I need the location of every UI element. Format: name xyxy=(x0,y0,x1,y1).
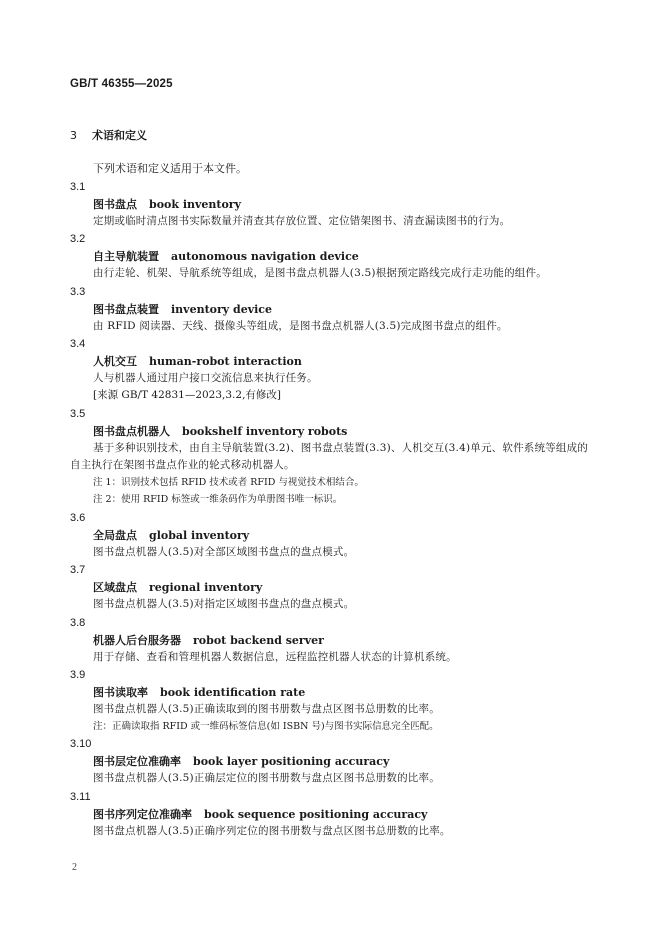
intro-text: 下列术语和定义适用于本文件。 xyxy=(93,162,247,175)
term-heading xyxy=(93,527,590,544)
term-entry xyxy=(70,406,590,508)
term-entry xyxy=(70,562,590,613)
term-heading xyxy=(93,301,590,318)
term-en: robot backend server xyxy=(193,634,324,647)
term-entry xyxy=(70,615,590,666)
term-entry xyxy=(70,510,590,561)
term-definition: 图书盘点机器人(3.5)正确序列定位的图书册数与盘点区图书总册数的比率。 xyxy=(93,825,451,837)
term-zh: 图书读取率 xyxy=(93,686,148,699)
term-definition: 基于多种识别技术，由自主导航装置(3.2)、图书盘点装置(3.3)、人机交互(3.4)单元、软件系统等组成的自主执行在架图书盘点作业的轮式移动机器人。 xyxy=(70,442,588,471)
section-number: 3 xyxy=(70,129,77,142)
term-heading xyxy=(93,196,590,213)
term-entry xyxy=(70,736,590,787)
section-title: 术语和定义 xyxy=(92,129,147,142)
term-en: book layer positioning accuracy xyxy=(193,755,390,768)
term-zh: 图书盘点装置 xyxy=(93,303,159,316)
term-heading xyxy=(93,684,590,701)
term-entry xyxy=(70,231,590,282)
term-zh: 机器人后台服务器 xyxy=(93,634,181,647)
term-number: 3.1 xyxy=(70,181,86,193)
term-zh: 全局盘点 xyxy=(93,529,137,542)
section-heading xyxy=(70,127,147,143)
term-definition: 由行走轮、机架、导航系统等组成，是图书盘点机器人(3.5)根据预定路线完成行走功能的组件。 xyxy=(93,267,547,279)
term-en: book inventory xyxy=(149,198,241,211)
term-zh: 区域盘点 xyxy=(93,581,137,594)
term-number: 3.4 xyxy=(70,338,86,350)
standard-number: GB/T 46355—2025 xyxy=(70,78,173,90)
term-en: human-robot interaction xyxy=(149,355,302,368)
term-definition: 图书盘点机器人(3.5)对指定区域图书盘点的盘点模式。 xyxy=(93,598,355,610)
term-heading xyxy=(93,248,590,265)
term-zh: 自主导航装置 xyxy=(93,250,159,263)
term-number: 3.7 xyxy=(70,564,86,576)
term-entry xyxy=(70,179,590,230)
term-source: [来源 GB/T 42831—2023,3.2,有修改] xyxy=(93,389,282,401)
term-definition: 定期或临时清点图书实际数量并清查其存放位置、定位错架图书、清查漏读图书的行为。 xyxy=(93,215,511,227)
term-number: 3.9 xyxy=(70,669,86,681)
term-heading xyxy=(93,806,590,823)
term-entry xyxy=(70,336,590,404)
term-zh: 图书序列定位准确率 xyxy=(93,808,192,821)
term-number: 3.6 xyxy=(70,512,86,524)
term-heading xyxy=(93,423,590,440)
term-definition: 图书盘点机器人(3.5)对全部区域图书盘点的盘点模式。 xyxy=(93,546,355,558)
page-number: 2 xyxy=(72,862,77,873)
term-zh: 人机交互 xyxy=(93,355,137,368)
term-en: global inventory xyxy=(149,529,250,542)
term-number: 3.2 xyxy=(70,233,86,245)
term-entry xyxy=(70,667,590,735)
term-number: 3.8 xyxy=(70,617,86,629)
term-definition: 人与机器人通过用户接口交流信息来执行任务。 xyxy=(93,372,318,384)
term-entry xyxy=(70,284,590,335)
term-number: 3.10 xyxy=(70,738,92,750)
term-heading xyxy=(93,753,590,770)
term-en: bookshelf inventory robots xyxy=(182,425,348,438)
term-zh: 图书盘点机器人 xyxy=(93,425,170,438)
term-en: autonomous navigation device xyxy=(171,250,359,263)
term-heading xyxy=(93,632,590,649)
term-definition: 图书盘点机器人(3.5)正确层定位的图书册数与盘点区图书总册数的比率。 xyxy=(93,772,440,784)
term-definition: 图书盘点机器人(3.5)正确读取到的图书册数与盘点区图书总册数的比率。 xyxy=(93,703,440,715)
term-note: 注：正确读取指 RFID 或一维码标签信息(如 ISBN 号)与图书实际信息完全匹配。 xyxy=(93,721,439,732)
term-zh: 图书盘点 xyxy=(93,198,137,211)
term-en: regional inventory xyxy=(149,581,263,594)
term-heading xyxy=(93,579,590,596)
term-definition: 由 RFID 阅读器、天线、摄像头等组成，是图书盘点机器人(3.5)完成图书盘点的组件。 xyxy=(93,320,508,332)
term-number: 3.5 xyxy=(70,408,86,420)
term-en: book identification rate xyxy=(160,686,306,699)
term-zh: 图书层定位准确率 xyxy=(93,755,181,768)
term-note: 注 1：识别技术包括 RFID 技术或者 RFID 与视觉技术相结合。 xyxy=(93,477,364,488)
term-en: book sequence positioning accuracy xyxy=(204,808,428,821)
term-number: 3.3 xyxy=(70,286,86,298)
term-definition: 用于存储、查看和管理机器人数据信息，远程监控机器人状态的计算机系统。 xyxy=(93,651,457,663)
term-en: inventory device xyxy=(171,303,272,316)
term-note: 注 2：使用 RFID 标签或一维条码作为单册图书唯一标识。 xyxy=(93,494,343,505)
term-number: 3.11 xyxy=(70,791,91,803)
term-heading xyxy=(93,353,590,370)
term-entry xyxy=(70,789,590,840)
